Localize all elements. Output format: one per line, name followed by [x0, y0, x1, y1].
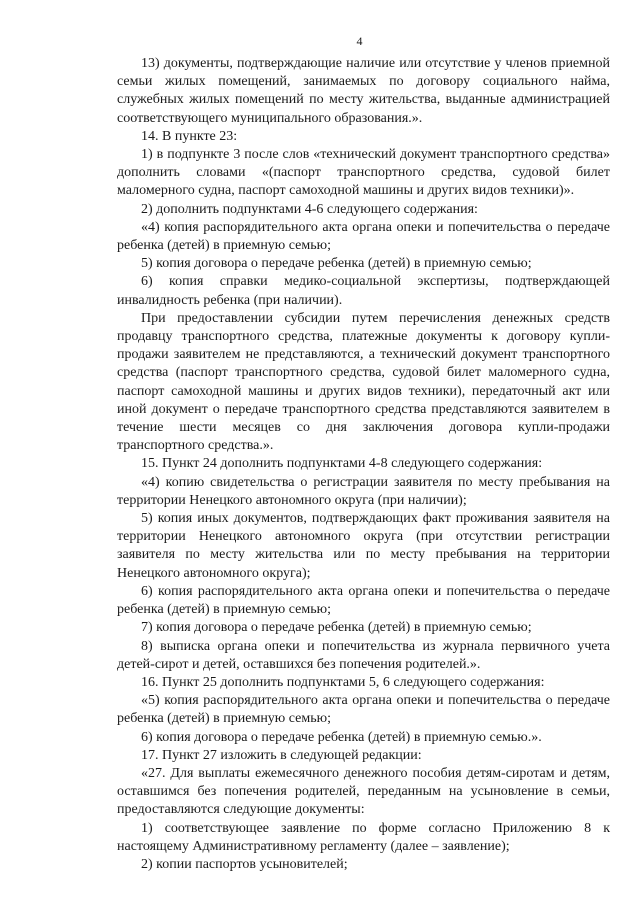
paragraph-subsidy-transfer: При предоставлении субсидии путем перечисления денежных средств продавцу транспортного средства, платежные документы к договору купли-продажи заявителем не представляются, а технический документ транспортного средства (паспорт транспортного средства, судовой билет маломерного судна, паспорт самоходной машины и других видов техники), передаточный акт или иной документ о передаче транспортного средства представляются заявителем в течение шести месяцев со дня заключения договора купли-продажи транспортного средства.». — [117, 310, 610, 454]
paragraph-sub-4-guardianship-act: «4) копия распорядительного акта органа опеки и попечительства о передаче ребенка (детей) в приемную семью; — [117, 219, 610, 254]
paragraph-point-27-sub-1: 1) соответствующее заявление по форме согласно Приложению 8 к настоящему Административному регламенту (далее – заявление); — [117, 820, 610, 854]
paragraph-sub-6-medical-certificate: 6) копия справки медико-социальной экспертизы, подтверждающей инвалидность ребенка (при наличии). — [117, 274, 610, 308]
paragraph-point-14-sub-1: 1) в подпункте 3 после слов «технический документ транспортного средства» дополнить словами «(паспорт транспортного средства, судовой билет маломерного судна, паспорт самоходной машины и других видов техники)». — [117, 147, 610, 199]
paragraph-point-15-sub-4: «4) копию свидетельства о регистрации заявителя по месту пребывания на территории Ненецкого автономного округа (при наличии); — [117, 474, 610, 508]
paragraph-point-14-sub-2: 2) дополнить подпунктами 4-6 следующего содержания: — [141, 201, 478, 217]
paragraph-point-27-sub-2: 2) копии паспортов усыновителей; — [141, 856, 348, 872]
paragraph-point-16-sub-6: 6) копия договора о передаче ребенка (детей) в приемную семью.». — [141, 729, 542, 745]
paragraph-point-16-sub-5: «5) копия распорядительного акта органа опеки и попечительства о передаче ребенка (детей) в приемную семью; — [117, 693, 610, 727]
paragraph-point-15-sub-6: 6) копия распорядительного акта органа опеки и попечительства о передаче ребенка (детей) в приемную семью; — [117, 583, 610, 618]
paragraph-point-15-sub-5: 5) копия иных документов, подтверждающих факт проживания заявителя на территории Ненецкого автономного округа (при отсутствии регистрации заявителя по месту жительства или по месту пребывания на территории Ненецкого автономного округа); — [117, 511, 610, 581]
paragraph-sub-5-contract: 5) копия договора о передаче ребенка (детей) в приемную семью; — [141, 256, 532, 272]
paragraph-point-17: 17. Пункт 27 изложить в следующей редакции: — [141, 747, 422, 763]
paragraph-point-16: 16. Пункт 25 дополнить подпунктами 5, 6 следующего содержания: — [141, 674, 545, 690]
paragraph-point-15-sub-7: 7) копия договора о передаче ребенка (детей) в приемную семью; — [141, 620, 532, 636]
paragraph-point-15: 15. Пункт 24 дополнить подпунктами 4-8 следующего содержания: — [141, 456, 543, 472]
paragraph-point-14: 14. В пункте 23: — [141, 128, 238, 144]
paragraph-point-15-sub-8: 8) выписка органа опеки и попечительства из журнала первичного учета детей-сирот и детей, оставшихся без попечения родителей.». — [117, 638, 610, 672]
paragraph-point-27-text: «27. Для выплаты ежемесячного денежного пособия детям-сиротам и детям, оставшимся без попечения родителей, переданным на усыновление в семьи, предоставляются следующие документы: — [117, 765, 610, 818]
page-number: 4 — [356, 34, 363, 48]
paragraph-item-13-documents: 13) документы, подтверждающие наличие или отсутствие у членов приемной семьи жилых помещений, занимаемых по договору социального найма, служебных жилых помещений по месту жительства, выданные администрацией соответствующего муниципального образования.». — [117, 56, 610, 126]
